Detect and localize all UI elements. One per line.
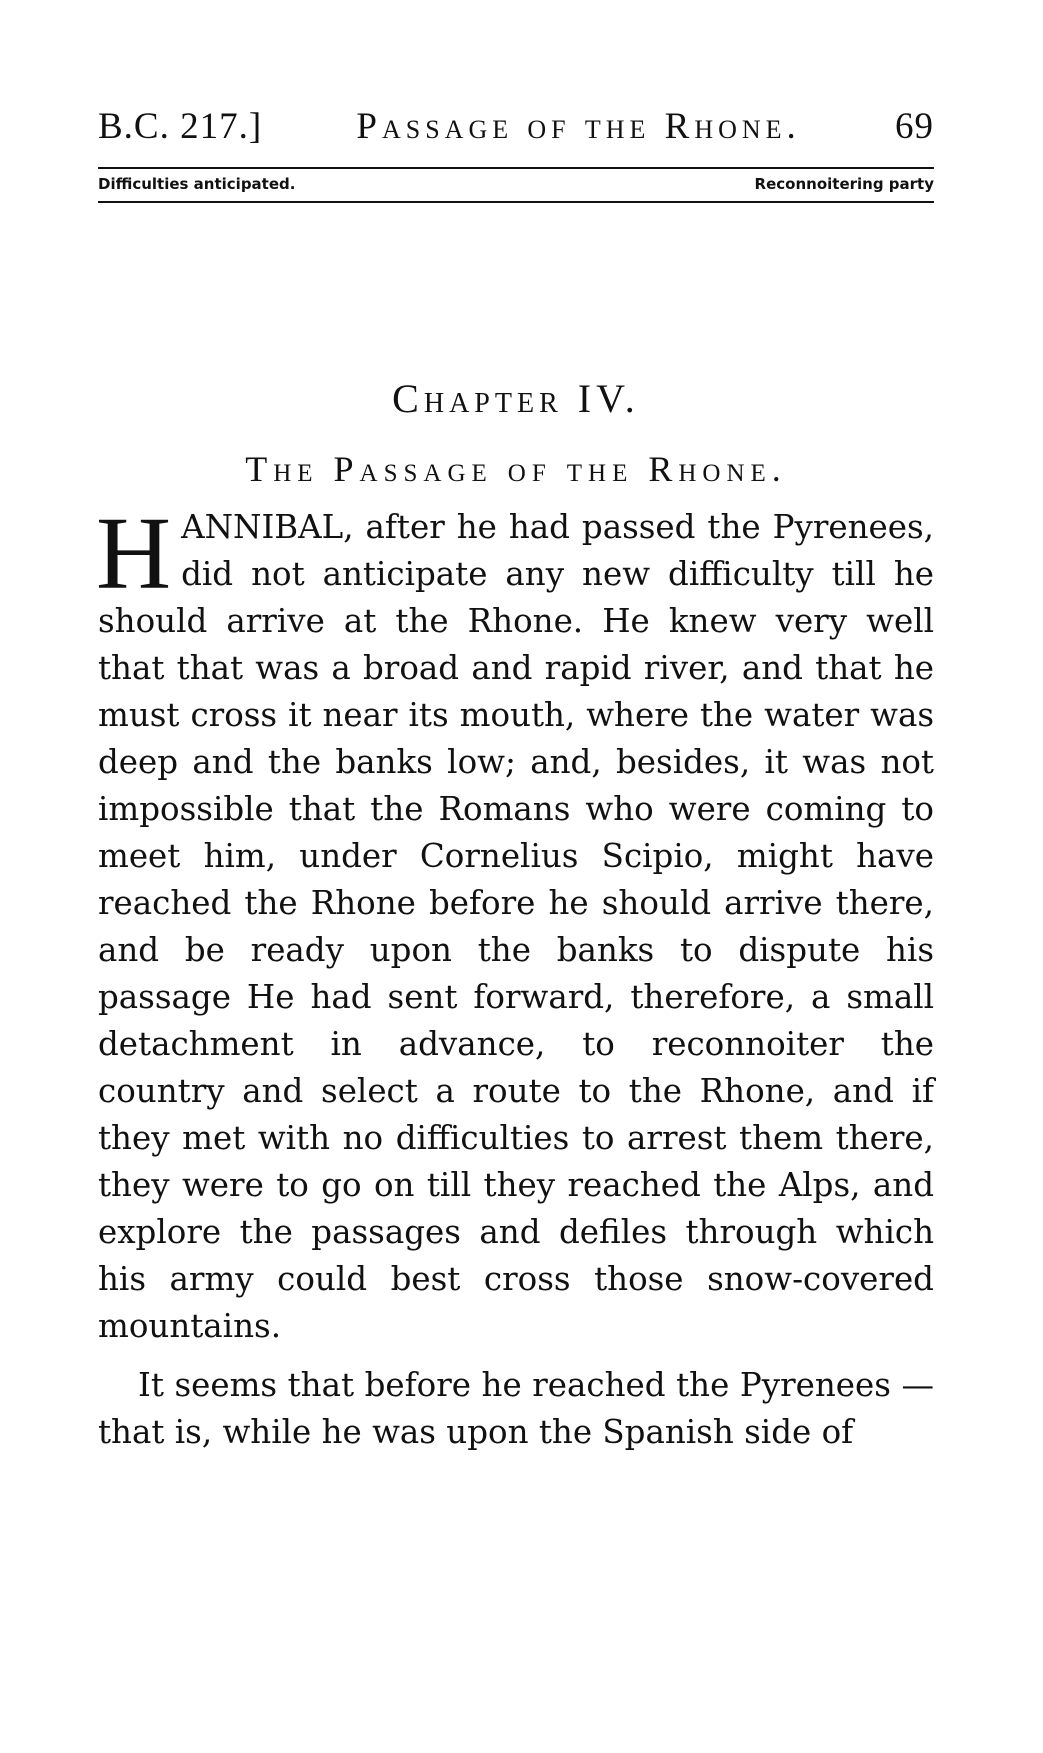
chapter-number: Chapter IV. bbox=[392, 376, 640, 421]
paragraph-1-text: ANNIBAL, after he had passed the Pyrenees, did not anticipate any new difficulty till he should arrive at the Rhone. He knew very well that that was a broad and rapid river, and that he must cross it near its mouth, where the water was deep and the banks low; and, besides, it was not impossible that the Romans who were coming to meet him, under Cornelius Scipio, might have reached the Rhone before he should arrive there, and be ready upon the banks to dispute his passage He had sent forward, therefore, a small detachment in advance, to reconnoiter the country and select a route to the Rhone, and if they met with no difficulties to arrest them there, they were to go on till they reached the Alps, and explore the passages and defiles through which his army could best cross those snow-covered mountains. bbox=[98, 508, 934, 1345]
body-text bbox=[96, 496, 934, 1456]
drop-cap: H bbox=[96, 496, 172, 611]
summary-left: Difficulties anticipated. bbox=[98, 175, 296, 193]
page-number: 69 bbox=[895, 106, 934, 147]
header-rule bbox=[98, 167, 934, 169]
summary-rule bbox=[98, 201, 934, 203]
marginal-summary bbox=[98, 175, 934, 195]
paragraph-2: It seems that before he reached the Pyrenees —that is, while he was upon the Spanish side of bbox=[98, 1366, 934, 1451]
chapter-title: The Passage of the Rhone. bbox=[245, 449, 787, 489]
header-date: B.C. 217.] bbox=[98, 106, 263, 147]
book-page bbox=[98, 105, 934, 1489]
summary-right: Reconnoitering party bbox=[754, 175, 934, 193]
paragraph-1 bbox=[96, 496, 934, 1350]
running-head bbox=[98, 105, 934, 161]
header-title: Passage of the Rhone. bbox=[356, 106, 801, 147]
